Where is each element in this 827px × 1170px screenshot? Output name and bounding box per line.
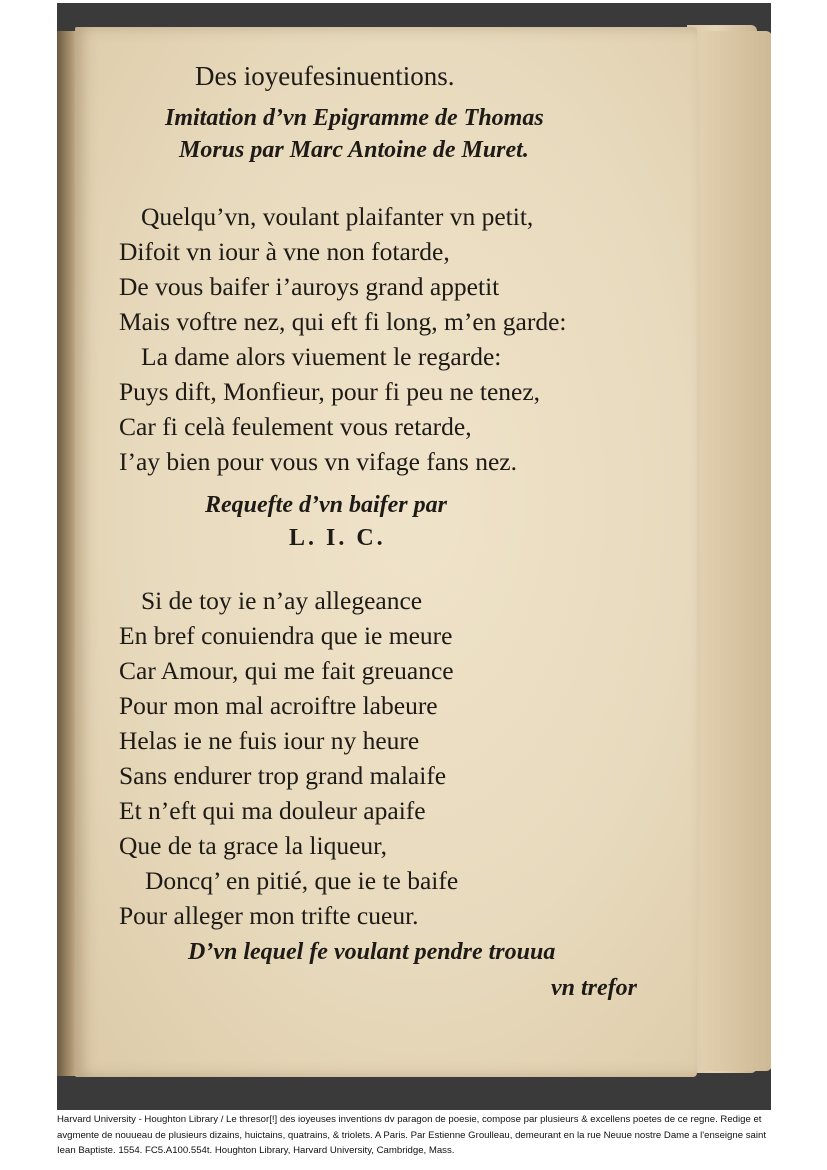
- poem-epigram: [119, 199, 567, 479]
- poem-line: Difoit vn iour à vne non fotarde,: [119, 237, 450, 266]
- page-edges-back: [702, 31, 771, 1071]
- catchline-continuation: vn trefor: [551, 975, 637, 1001]
- poem-line: Et n’eft qui ma douleur apaife: [119, 796, 426, 825]
- poem-line: Mais voftre nez, qui eft fi long, m’en garde:: [119, 307, 567, 336]
- heading-imitation-line1: Imitation d’vn Epigramme de Thomas: [165, 105, 544, 131]
- poem-line: Que de ta grace la liqueur,: [119, 831, 388, 860]
- library-caption: Harvard University - Houghton Library / Le thresor[!] des ioyeuses inventions dv paragon de poesie, compose par plusieurs & excellens poetes de ce regne. Redige et avgmente de nouueau de plusieurs dizains, huictains, quatrains, & triolets. A Paris. Par Estienne Groulleau, demeurant en la rue Neuue nostre Dame a l'enseigne saint Iean Baptiste. 1554. FC5.A100.554t. Houghton Library, Harvard University, Cambridge, Mass.: [57, 1114, 766, 1156]
- poem-line: Quelqu’vn, voulant plaifanter vn petit,: [141, 202, 534, 231]
- running-head: Des ioyeufesinuentions.: [195, 61, 455, 91]
- poem-line: Pour mon mal acroiftre labeure: [119, 691, 438, 720]
- poem-line: Car Amour, qui me fait greuance: [119, 656, 454, 685]
- catchline-title: D’vn lequel fe voulant pendre trouua: [188, 939, 556, 965]
- poem-line: Pour alleger mon trifte cueur.: [119, 901, 419, 930]
- poem-line: I’ay bien pour vous vn vifage fans nez.: [119, 447, 517, 476]
- poem-line: La dame alors viuement le regarde:: [141, 342, 502, 371]
- book-scan: [57, 3, 771, 1110]
- poem-line: Si de toy ie n’ay allegeance: [141, 586, 423, 615]
- poem-requeste: [119, 583, 458, 933]
- heading-imitation-line2: Morus par Marc Antoine de Muret.: [179, 137, 529, 163]
- poem-line: Sans endurer trop grand malaife: [119, 761, 447, 790]
- heading-requeste-line1: Requefte d’vn baifer par: [205, 492, 447, 518]
- poem-line: Helas ie ne fuis iour ny heure: [119, 726, 420, 755]
- book-page: [75, 27, 697, 1077]
- heading-requeste-line2: L. I. C.: [289, 525, 386, 551]
- poem-line: En bref conuiendra que ie meure: [119, 621, 453, 650]
- poem-line: De vous baifer i’auroys grand appetit: [119, 272, 500, 301]
- poem-line: Puys dift, Monfieur, pour fi peu ne tenez,: [119, 377, 541, 406]
- poem-line: Doncq’ en pitié, que ie te baife: [145, 866, 459, 895]
- poem-line: Car fi celà feulement vous retarde,: [119, 412, 472, 441]
